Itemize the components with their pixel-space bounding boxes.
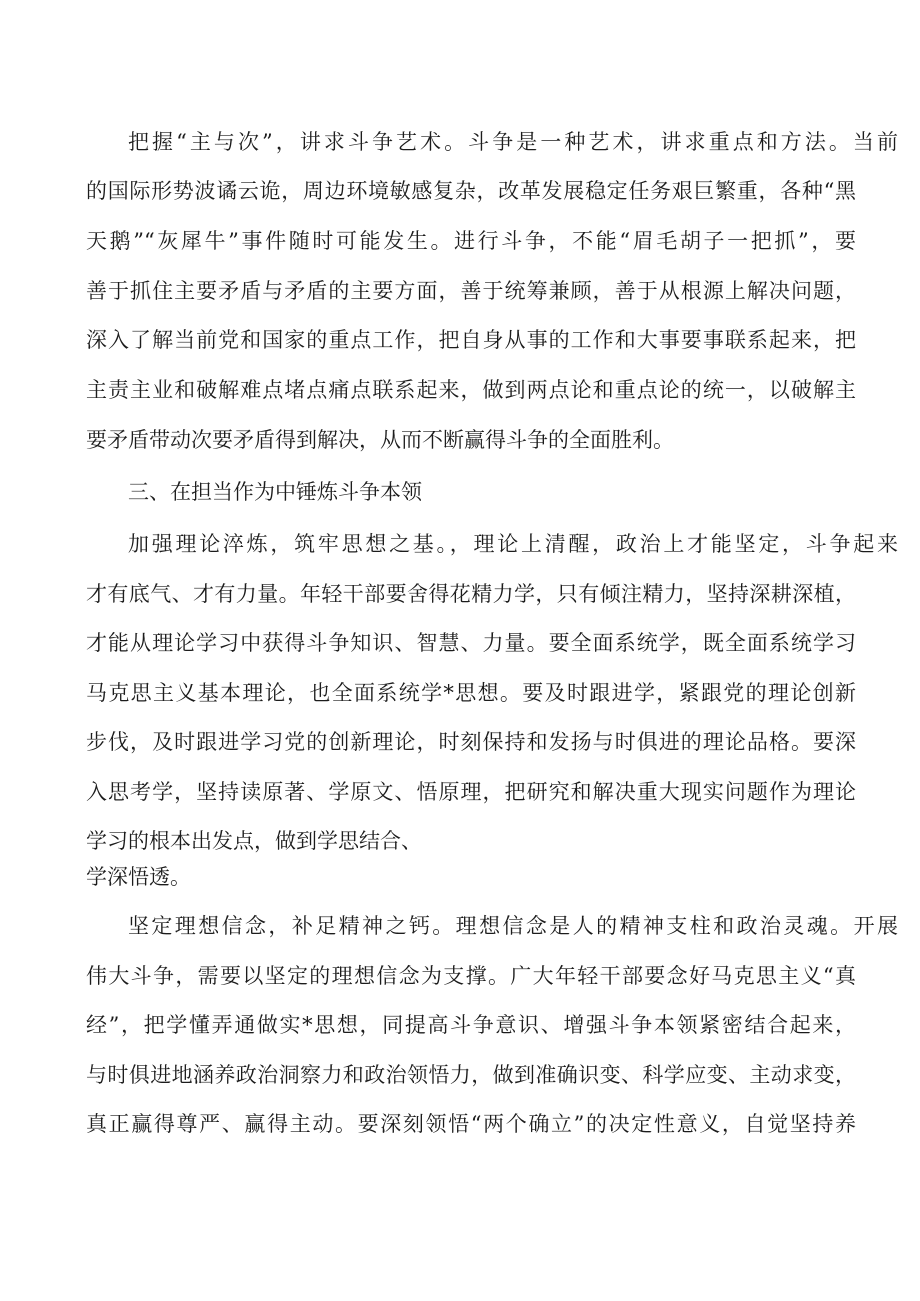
paragraph-2-line-2: 才有底气、才有力量。年轻干部要舍得花精力学，只有倾注精力，坚持深耕深植， [86,582,856,606]
paragraph-2-line-4: 马克思主义基本理论，也全面系统学*思想。要及时跟进学，紧跟党的理论创新 [86,681,856,705]
paragraph-3-line-4: 与时俱进地涵养政治洞察力和政治领悟力，做到准确识变、科学应变、主动求变， [86,1063,856,1087]
paragraph-2-line-1: 加强理论淬炼，筑牢思想之基。，理论上清醒，政治上才能坚定，斗争起来 [128,532,898,556]
paragraph-2-line-5: 步伐，及时跟进学习党的创新理论，时刻保持和发扬与时俱进的理论品格。要深 [86,730,856,754]
paragraph-1-line-1: 把握“主与次”，讲求斗争艺术。斗争是一种艺术，讲求重点和方法。当前 [128,130,898,154]
paragraph-1-line-6: 主责主业和破解难点堵点痛点联系起来，做到两点论和重点论的统一，以破解主 [86,378,856,402]
paragraph-1-line-7: 要矛盾带动次要矛盾得到解决，从而不断赢得斗争的全面胜利。 [86,428,674,452]
paragraph-2-line-7: 学习的根本出发点，做到学思结合、 [86,829,422,853]
paragraph-3-line-2: 伟大斗争，需要以坚定的理想信念为支撑。广大年轻干部要念好马克思主义“真 [86,964,856,988]
paragraph-1-line-3: 天鹅”“灰犀牛”事件随时可能发生。进行斗争，不能“眉毛胡子一把抓”，要 [86,229,856,253]
paragraph-3-line-1: 坚定理想信念，补足精神之钙。理想信念是人的精神支柱和政治灵魂。开展 [128,914,898,938]
paragraph-3-line-3: 经”，把学懂弄通做实*思想，同提高斗争意识、增强斗争本领紧密结合起来， [86,1013,856,1037]
paragraph-1-line-4: 善于抓住主要矛盾与矛盾的主要方面，善于统筹兼顾，善于从根源上解决问题， [86,279,856,303]
paragraph-1-line-5: 深入了解当前党和国家的重点工作，把自身从事的工作和大事要事联系起来，把 [86,328,856,352]
section-heading: 三、在担当作为中锤炼斗争本领 [128,480,422,504]
paragraph-3-line-5: 真正赢得尊严、赢得主动。要深刻领悟“两个确立”的决定性意义，自觉坚持养 [86,1112,856,1136]
paragraph-1-line-2: 的国际形势波谲云诡，周边环境敏感复杂，改革发展稳定任务艰巨繁重，各种“黑 [86,179,856,203]
paragraph-2-line-6: 入思考学，坚持读原著、学原文、悟原理，把研究和解决重大现实问题作为理论 [86,780,856,804]
paragraph-2-line-3: 才能从理论学习中获得斗争知识、智慧、力量。要全面系统学，既全面系统学习 [86,631,856,655]
paragraph-2-line-8: 学深悟透。 [86,865,191,889]
